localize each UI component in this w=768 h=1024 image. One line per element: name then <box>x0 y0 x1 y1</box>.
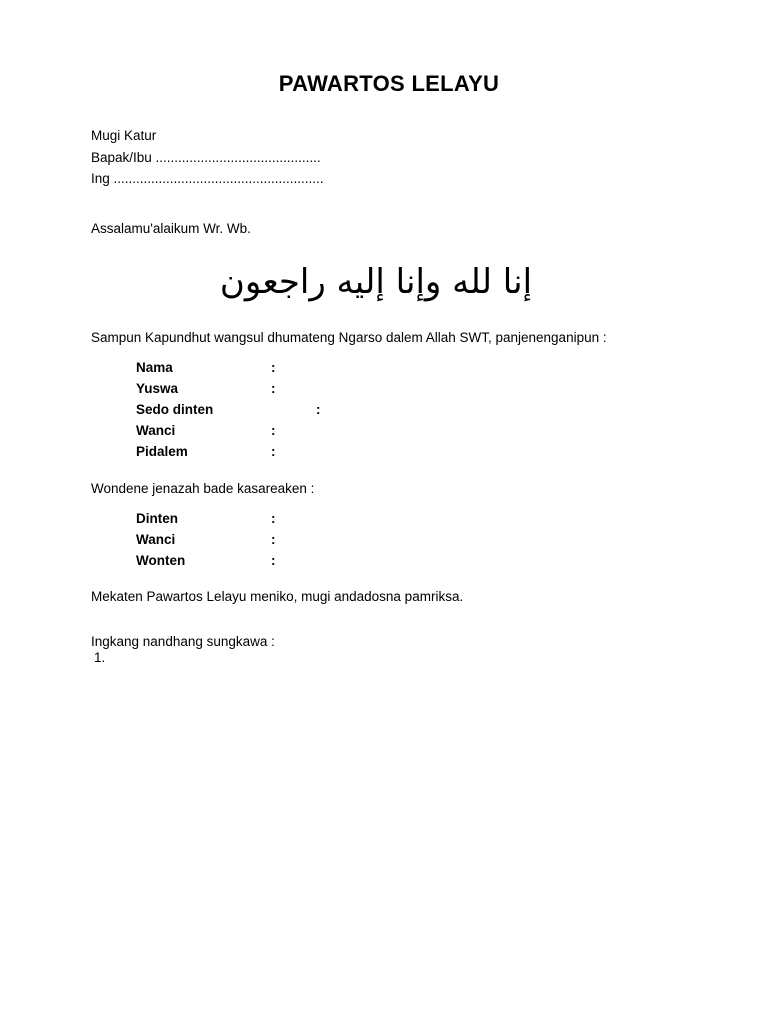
calligraphy-text: إنا لله وإنا إليه راجعون <box>219 262 533 302</box>
arabic-calligraphy <box>176 254 576 310</box>
field-colon-sedo-dinten: : <box>316 402 321 417</box>
field-label-pidalem: Pidalem <box>136 444 188 459</box>
burial-intro: Wondene jenazah bade kasareaken : <box>91 481 315 496</box>
recipient-line-bapak-ibu: Bapak/Ibu ............................................ <box>91 150 321 165</box>
recipient-line-ing: Ing ........................................................ <box>91 171 324 186</box>
field-colon-wanci: : <box>271 423 276 438</box>
field-label-wanci: Wanci <box>136 423 176 438</box>
field-label-nama: Nama <box>136 360 173 375</box>
field-label-burial-wanci: Wanci <box>136 532 176 547</box>
field-label-dinten: Dinten <box>136 511 178 526</box>
field-colon-nama: : <box>271 360 276 375</box>
field-label-wonten: Wonten <box>136 553 186 568</box>
closing-text: Mekaten Pawartos Lelayu meniko, mugi andadosna pamriksa. <box>91 589 464 604</box>
field-colon-yuswa: : <box>271 381 276 396</box>
field-colon-dinten: : <box>271 511 276 526</box>
recipient-line-mugi-katur: Mugi Katur <box>91 128 157 143</box>
greeting: Assalamu'alaikum Wr. Wb. <box>91 221 251 236</box>
mourners-list-item: 1. <box>94 650 106 665</box>
page-title: PAWARTOS LELAYU <box>278 71 500 96</box>
field-label-yuswa: Yuswa <box>136 381 179 396</box>
field-label-sedo-dinten: Sedo dinten <box>136 402 214 417</box>
field-colon-pidalem: : <box>271 444 276 459</box>
announcement-text: Sampun Kapundhut wangsul dhumateng Ngarso dalem Allah SWT, panjenenganipun : <box>91 330 607 345</box>
field-colon-burial-wanci: : <box>271 532 276 547</box>
field-colon-wonten: : <box>271 553 276 568</box>
mourners-intro: Ingkang nandhang sungkawa : <box>91 634 275 649</box>
